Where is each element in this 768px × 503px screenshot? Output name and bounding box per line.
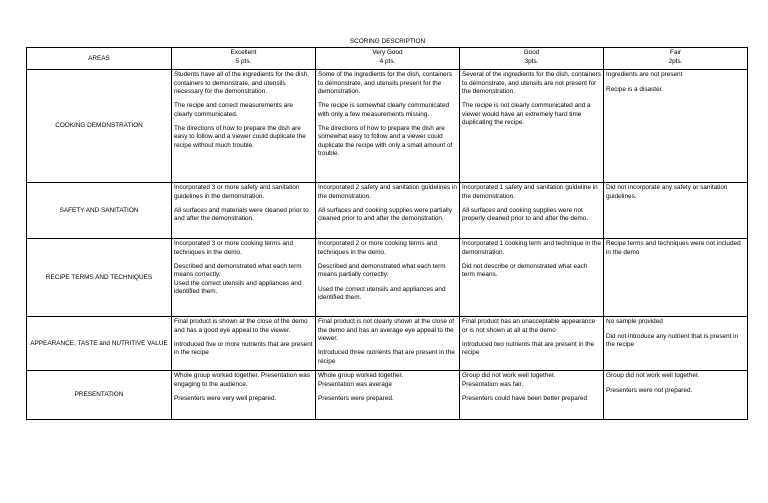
criteria-cell (460, 317, 604, 371)
criteria-text: Recipe terms and techniques were not included in the demo (606, 240, 741, 256)
area-label: SAFETY AND SANITATION (27, 183, 172, 239)
criteria-text: Group did not work well together. Presentation was fair. (462, 372, 556, 388)
criteria-text: The directions of how to prepare the dish are easy to follow and a viewer could duplicate the recipe without much trouble. (174, 124, 306, 149)
criteria-text: Presenters were prepared. (318, 394, 394, 402)
rubric-row-cooking-demonstration (27, 70, 748, 183)
criteria-cell (172, 317, 316, 371)
rubric-body (27, 70, 748, 420)
level-header-excellent (172, 48, 316, 70)
level-name: Fair (669, 49, 681, 57)
rubric-row-presentation (27, 371, 748, 420)
scoring-rubric-table (26, 38, 748, 420)
criteria-text: Did not describe or demonstrated what each term means. (462, 262, 588, 279)
areas-header: AREAS (27, 48, 172, 70)
criteria-text: Recipe is a disaster. (606, 85, 664, 93)
criteria-text: Incorporated 3 or more cooking terms and techniques in the demo. (174, 240, 293, 256)
criteria-cell (604, 70, 748, 183)
criteria-cell (316, 317, 460, 371)
criteria-text: Final product has an unacceptable appearance or is not shown at all at the demo (462, 318, 596, 334)
criteria-text: Ingredients are not present (606, 71, 683, 79)
level-points: 3pts. (524, 57, 539, 65)
area-label: APPEARANCE, TASTE and NUTRITIVE VALUE (27, 317, 172, 371)
level-header-good (460, 48, 604, 70)
criteria-text: Incorporated 2 safety and sanitation guidelines in the demonstration. (318, 184, 457, 200)
criteria-text: Described and demonstrated what each term means partially correctly. (318, 262, 446, 279)
criteria-text: All surfaces and materials were cleaned prior to and after the demonstration. (174, 206, 309, 223)
criteria-cell (172, 371, 316, 420)
criteria-cell (604, 183, 748, 239)
criteria-text: Several of the ingredients for the dish, containers to demonstrate, and utensils are not present for the demonstration. (462, 71, 601, 95)
criteria-text: Final product is not clearly shown at the close of the demo and has an average eye appeal to the viewer. (318, 318, 455, 342)
criteria-text: Group did not work well together. (606, 372, 700, 380)
criteria-cell (604, 371, 748, 420)
criteria-text: Did not incorporate any safety or sanitation guidelines. (606, 184, 728, 200)
criteria-text: The recipe is not clearly communicated and a viewer would have an extremely hard time duplicating the recipe. (462, 102, 591, 126)
criteria-cell (604, 317, 748, 371)
criteria-cell (316, 183, 460, 239)
criteria-cell (316, 239, 460, 317)
rubric-row-recipe-terms-and-techniques (27, 239, 748, 317)
criteria-cell (172, 70, 316, 183)
level-points: 5 pts. (235, 57, 252, 65)
criteria-cell (316, 70, 460, 183)
criteria-cell (460, 183, 604, 239)
criteria-text: Used the correct utensils and appliances and identified them. (318, 285, 446, 301)
rubric-row-safety-and-sanitation (27, 183, 748, 239)
level-points: 2pts. (668, 57, 683, 65)
area-label: COOKING DEMONSTRATION (27, 70, 172, 183)
criteria-cell (316, 371, 460, 420)
criteria-text: All surfaces and cooking supplies were partially cleaned prior to and after the demonstration. (318, 206, 452, 223)
criteria-text: Final product is shown at the close of the demo and has a good eye appeal to the viewer. (174, 318, 308, 334)
criteria-text: Introduced two nutrients that are present in the recipe (462, 340, 595, 357)
level-header-fair (604, 48, 748, 70)
criteria-text: Students have all of the ingredients for the dish, containers to demonstrate, and utensils necessary for the demonstration. (174, 71, 309, 95)
criteria-text: The recipe is somewhat clearly communicated with only a few measurements missing. (318, 102, 450, 118)
criteria-text: Presenters were not prepared. (606, 386, 693, 394)
rubric-row-appearance-taste-nutritive-value (27, 317, 748, 371)
criteria-text: Introduced three nutrients that are present in the recipe (318, 349, 455, 365)
criteria-text: Whole group worked together. Presentation was average (318, 372, 404, 388)
criteria-text: Incorporated 3 or more safety and sanitation guidelines in the demonstration. (174, 184, 300, 200)
header-row (27, 48, 748, 70)
criteria-cell (172, 239, 316, 317)
criteria-text: Presenters could have been better prepared (462, 394, 588, 402)
criteria-text: Whole group worked together. Presentation was engaging to the audience. (174, 372, 311, 388)
criteria-text: The directions of how to prepare the dish are somewhat easy to follow and a viewer could duplicate the recipe with only a small amount of trouble. (318, 124, 453, 157)
criteria-text: All surfaces and cooking supplies were not properly cleaned prior to and after the demo. (462, 206, 589, 223)
criteria-text: No sample provided (606, 318, 663, 326)
criteria-text: Incorporated 1 cooking term and technique in the demonstration. (462, 240, 601, 256)
level-name: Excellent (230, 49, 257, 57)
criteria-cell (172, 183, 316, 239)
criteria-cell (460, 239, 604, 317)
area-label: RECIPE TERMS AND TECHNIQUES (27, 239, 172, 317)
criteria-text: Described and demonstrated what each term means correctly. Used the correct utensils and appliances and identified them. (174, 262, 302, 295)
level-points: 4 pts. (379, 57, 396, 65)
criteria-text: Incorporated 1 safety and sanitation guideline in the demonstration. (462, 184, 598, 200)
criteria-text: The recipe and correct measurements are clearly communicated. (174, 102, 293, 118)
criteria-text: Introduced five or more nutrients that are present in the recipe (174, 340, 313, 357)
level-header-very-good (316, 48, 460, 70)
scoring-description-title: SCORING DESCRIPTION (172, 38, 604, 48)
criteria-text: Some of the ingredients for the dish, containers to demonstrate, and utensils present for the demonstration. (318, 71, 452, 95)
criteria-text: Incorporated 2 or more cooking terms and techniques in the demo. (318, 240, 437, 256)
title-row (27, 38, 748, 48)
level-name: Very Good (372, 49, 403, 57)
criteria-cell (460, 371, 604, 420)
criteria-cell (460, 70, 604, 183)
area-label: PRESENTATION (27, 371, 172, 420)
level-name: Good (523, 49, 540, 57)
criteria-cell (604, 239, 748, 317)
criteria-text: Presenters were very well prepared. (174, 394, 277, 402)
criteria-text: Did not introduce any nutrient that is present in the recipe (606, 332, 739, 348)
